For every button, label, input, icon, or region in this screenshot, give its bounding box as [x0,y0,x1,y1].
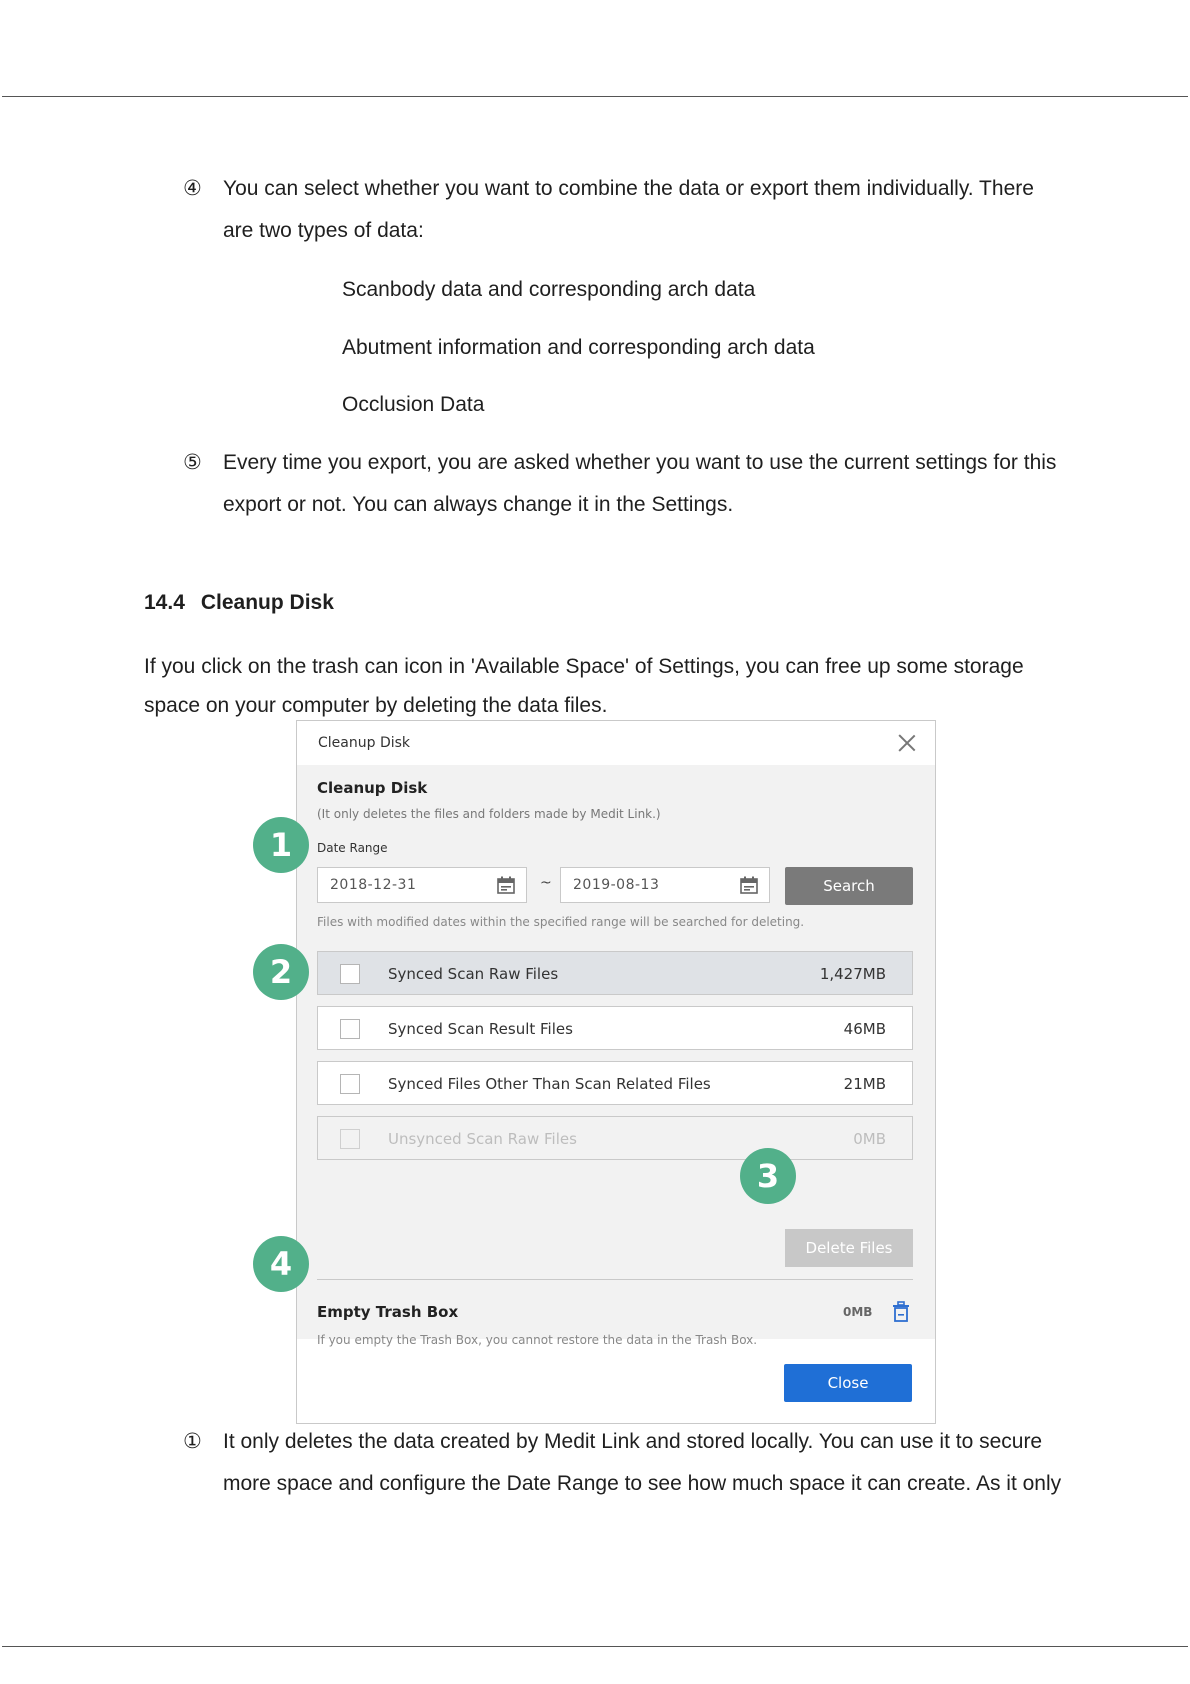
file-row-synced-raw[interactable] [317,951,913,995]
file-name: Synced Scan Raw Files [388,965,559,983]
file-size: 46MB [843,1020,886,1038]
date-to-value: 2019-08-13 [573,877,660,893]
step-line: export or not. You can always change it in the Settings. [223,493,734,516]
file-name: Synced Files Other Than Scan Related Files [388,1075,711,1093]
cleanup-section-note: (It only deletes the files and folders made by Medit Link.) [317,807,661,821]
delete-files-button: Delete Files [785,1229,913,1267]
callout-marker: 2 [253,944,309,1000]
step-line: It only deletes the data created by Medit Link and stored locally. You can use it to secure [223,1430,1043,1453]
checkbox[interactable] [340,1019,360,1039]
file-size: 21MB [843,1075,886,1093]
trash-icon[interactable] [891,1301,911,1323]
close-icon[interactable] [897,733,917,753]
step-number: ① [183,1430,202,1453]
file-name: Unsynced Scan Raw Files [388,1130,577,1148]
calendar-icon[interactable] [739,875,759,895]
date-separator: ~ [540,875,552,891]
dialog-body [297,765,935,1347]
step-number: ⑤ [183,451,202,474]
step-line: are two types of data: [223,219,424,242]
date-range-hint: Files with modified dates within the specified range will be searched for deleting. [317,915,805,929]
step-5 [183,442,1063,526]
data-type-item: Scanbody data and corresponding arch data [342,278,756,301]
file-size: 0MB [853,1130,886,1148]
step-line: You can select whether you want to combine the data or export them individually. There [223,177,1034,200]
checkbox[interactable] [340,964,360,984]
section-heading [144,591,334,615]
data-type-item: Occlusion Data [342,393,485,416]
checkbox[interactable] [340,1074,360,1094]
section-number: 14.4 [144,591,185,614]
section-title: Cleanup Disk [200,591,334,614]
step-line: Every time you export, you are asked whether you want to use the current settings for this [223,451,1057,474]
intro-paragraph [144,647,1044,725]
date-from-value: 2018-12-31 [330,877,417,893]
callout-marker: 1 [253,817,309,873]
footer-rule [2,1646,1188,1647]
step-number: ④ [183,177,202,200]
empty-trash-title: Empty Trash Box [317,1303,459,1321]
file-row-unsynced-raw [317,1116,913,1160]
callout-marker: 3 [740,1148,796,1204]
section-divider [317,1279,913,1280]
date-from-field[interactable] [317,867,527,903]
cleanup-disk-dialog [296,720,936,1424]
dialog-title: Cleanup Disk [318,735,411,751]
checkbox [340,1129,360,1149]
header-rule [2,96,1188,97]
step-4 [183,168,1063,252]
file-size: 1,427MB [819,965,886,983]
callout-marker: 4 [253,1236,309,1292]
calendar-icon[interactable] [496,875,516,895]
close-button[interactable]: Close [784,1364,912,1402]
trash-size: 0MB [843,1305,873,1319]
file-row-synced-other[interactable] [317,1061,913,1105]
empty-trash-hint: If you empty the Trash Box, you cannot restore the data in the Trash Box. [317,1333,758,1347]
step-1 [183,1421,1063,1505]
dialog-titlebar [297,721,935,765]
step-line: more space and configure the Date Range to see how much space it can create. As it only [223,1472,1062,1495]
date-to-field[interactable] [560,867,770,903]
date-range-label: Date Range [317,841,388,855]
file-row-synced-result[interactable] [317,1006,913,1050]
data-type-item: Abutment information and corresponding arch data [342,336,815,359]
search-button[interactable]: Search [785,867,913,905]
file-name: Synced Scan Result Files [388,1020,573,1038]
intro-line: space on your computer by deleting the data files. [144,694,608,717]
intro-line: If you click on the trash can icon in 'Available Space' of Settings, you can free up some storage [144,655,1024,678]
cleanup-section-title: Cleanup Disk [317,779,428,797]
